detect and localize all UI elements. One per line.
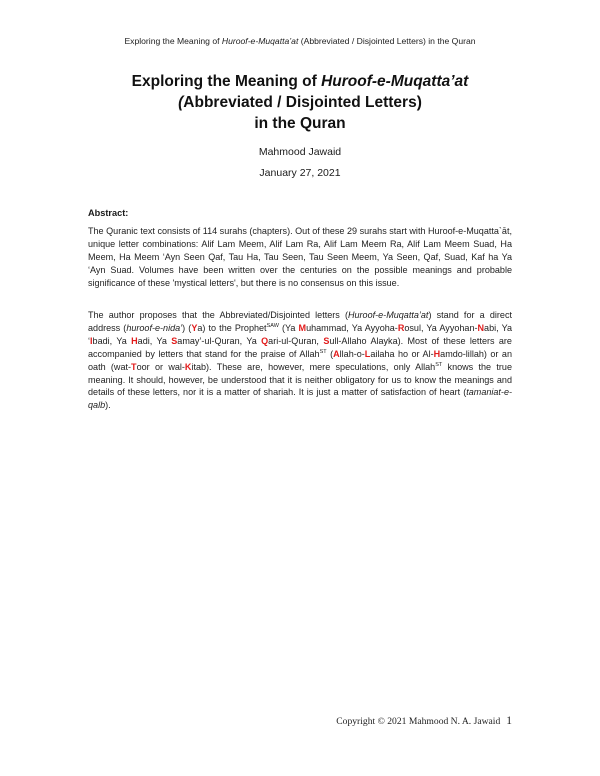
highlight-letter: H [131,335,138,346]
publication-date: January 27, 2021 [259,167,341,179]
honorific-superscript: ST [435,361,443,368]
highlight-letter: I [90,335,93,346]
text-run: ull-Allaho Alayka). Most of these letters are accompanied by letters that stand for the praise of Allah [88,335,512,359]
title-line-1 [0,71,600,92]
title-subtitle: Abbreviated / Disjointed Letters) [183,94,422,111]
highlight-letter: S [323,335,330,346]
highlight-letter: R [397,322,405,333]
header-text: Exploring the Meaning of [124,36,222,46]
title-line-2 [0,92,600,113]
text-run: osul, Ya Ayyohan- [404,322,478,333]
text-run: llah-o- [339,348,365,359]
paper-title [0,71,600,134]
highlight-letter: A [333,348,340,359]
text-run: badi, Ya [92,335,132,346]
running-header [0,36,600,46]
text-run: a) to the Prophet [197,322,267,333]
text-run: (Ya [278,322,299,333]
title-paren: ( [178,94,184,111]
title-line-3: in the Quran [254,115,346,132]
italic-term: huroof-e-nida’ [126,322,183,333]
abstract-heading: Abstract: [88,208,129,218]
text-run: The author proposes that the Abbreviated/Disjointed letters ( [88,310,348,320]
highlight-letter: K [184,361,192,372]
text-run: adi, Ya [137,335,172,346]
abstract-paragraph-2 [88,309,512,412]
highlight-letter: N [477,322,485,333]
text-run: ailaha ho or Al- [370,348,434,359]
title-italic-term: Huroof-e-Muqatta’at [321,73,469,90]
text-run: ) ( [182,322,192,333]
text-run: ). [105,400,111,411]
text-run: ( [326,348,334,359]
highlight-letter: L [364,348,371,359]
text-run: ari-ul-Quran, [268,335,324,346]
text-run: amdo-lillah) or an oath (wat- [88,348,512,372]
text-run: oor or wal- [136,361,185,372]
highlight-letter: H [433,348,441,359]
title-text: Exploring the Meaning of [131,73,322,90]
highlight-letter: Y [191,322,198,333]
text-run: amay’-ul-Quran, Ya [177,335,262,346]
page-number: 1 [506,715,512,727]
page-footer [336,715,512,727]
header-text-end: (Abbreviated / Disjointed Letters) in the Quran [298,36,476,46]
highlight-letter: M [298,322,307,333]
header-italic-term: Huroof-e-Muqatta’at [221,36,299,46]
highlight-letter: S [171,335,178,346]
text-run: ) stand for a direct address ( [88,310,512,333]
abstract-paragraph-1: The Quranic text consists of 114 surahs (chapters). Out of these 29 surahs start with Huroof-e-Muqatta`āt, unique letter combinations: Alif Lam Meem, Alif Lam Ra, Alif Lam Meem Ra, Alif Lam Meem Suad, Ha Meem, Ha Meem ‘Ayn Seen Qaf, Tau Ha, Tau Seen, Tau Seen Meem, Ya Seen, Qaf, Suad, Kaf ha Ya ‘Ayn Suad. Volumes have been written over the centuries on the possible meanings and probable significance of these 'mystical letters', but there is no consensus on this issue. [88,226,512,288]
honorific-superscript: SAW [266,322,279,329]
copyright-notice: Copyright © 2021 Mahmood N. A. Jawaid [336,716,501,727]
text-run: itab). These are, however, mere speculations, only Allah [191,361,436,372]
italic-term: tamaniat-e-qalb [88,387,512,411]
author-name: Mahmood Jawaid [258,146,342,158]
text-run: abi, Ya ‘ [88,322,512,346]
highlight-letter: T [131,361,137,372]
highlight-letter: Q [261,335,269,346]
text-run: knows the true meaning. It should, however, be understood that it is neither obligatory for us to know the meanings and details of these letters, nor it is a matter of shariah. It is just a matter of satisfaction of heart ( [88,361,512,398]
text-run: uhammad, Ya Ayyoha- [306,322,398,333]
honorific-superscript: ST [319,348,327,355]
italic-term: Huroof-e-Muqatta’at [347,310,429,320]
